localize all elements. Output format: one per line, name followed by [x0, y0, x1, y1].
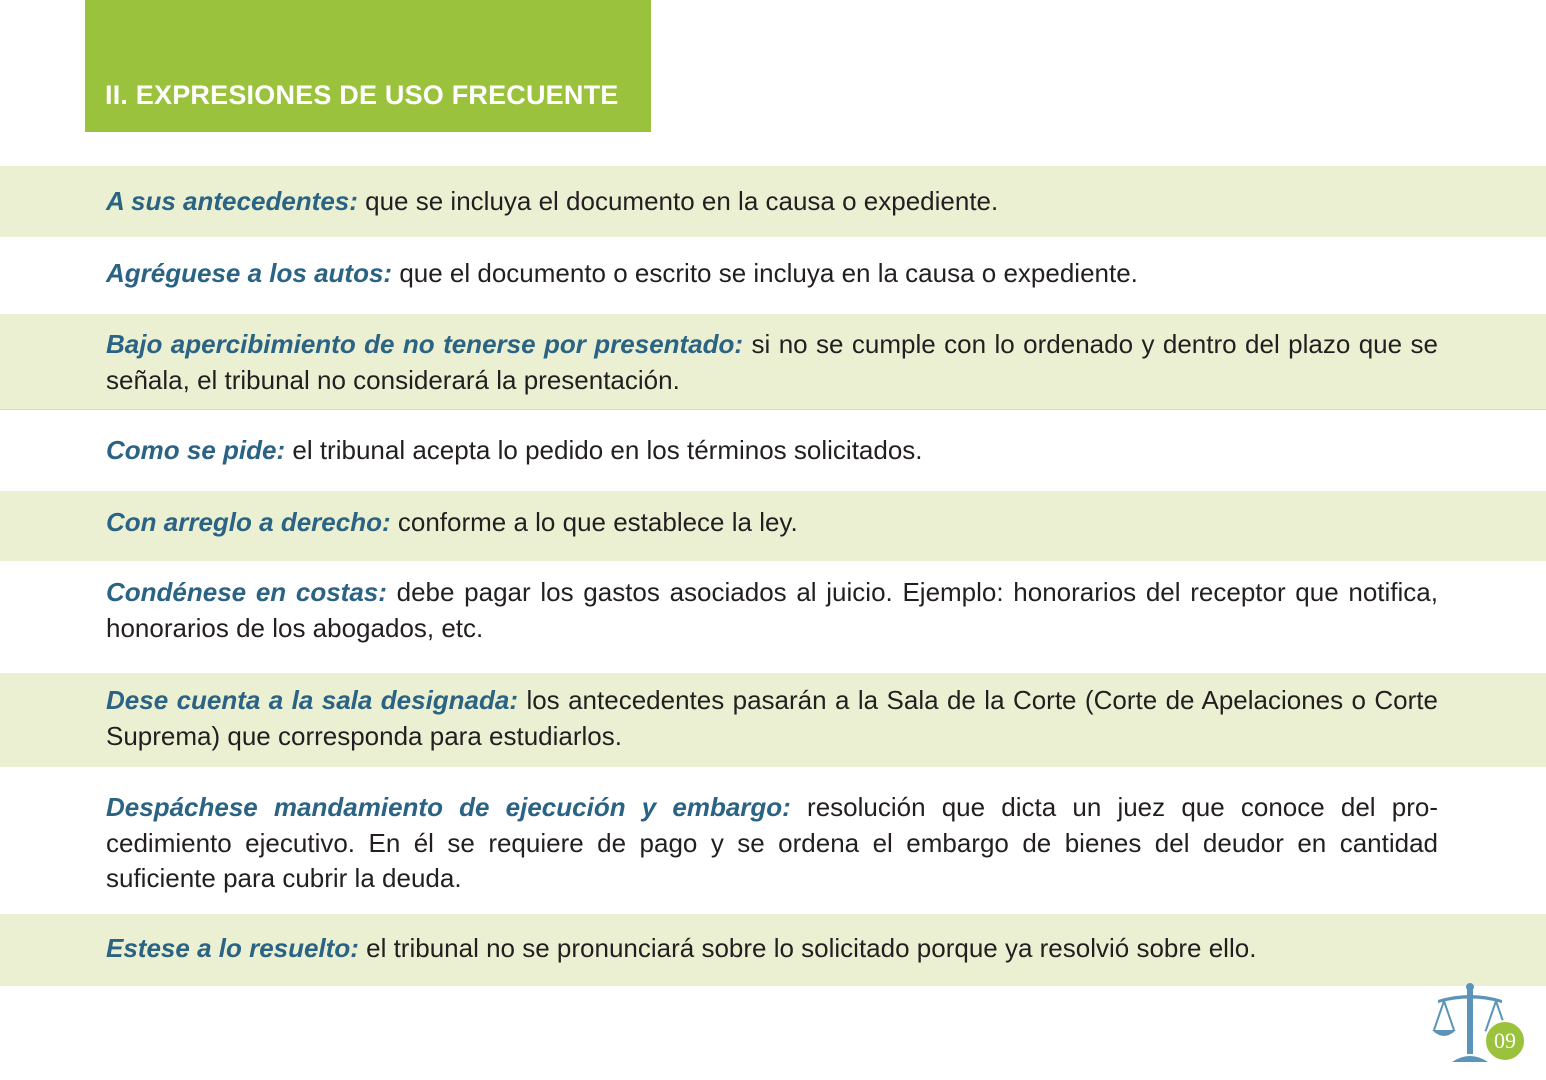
- glossary-entry: [0, 767, 1546, 914]
- glossary-entry: [0, 237, 1546, 314]
- entry-definition: conforme a lo que establece la ley.: [397, 507, 798, 537]
- entry-term: Despáchese mandamiento de ejecución y embargo:: [106, 792, 791, 822]
- page-number-badge: 09: [1484, 1020, 1526, 1062]
- entry-term: A sus antecedentes:: [106, 186, 358, 216]
- glossary-entry: [0, 314, 1546, 409]
- entry-term: Bajo apercibimiento de no tenerse por presentado:: [106, 329, 744, 359]
- entry-text: [106, 683, 1438, 754]
- entry-definition: los antecedentes pasarán a la Sala de la Corte (Corte de Apelaciones o Corte Suprema) que corresponda para estudiarlos.: [106, 685, 1438, 751]
- entry-definition: el tribunal no se pronunciará sobre lo solicitado porque ya resolvió sobre ello.: [366, 933, 1257, 963]
- entry-term: Con arreglo a derecho:: [106, 507, 391, 537]
- entry-term: Agréguese a los autos:: [106, 258, 393, 288]
- glossary-entry: [0, 491, 1546, 561]
- glossary-entry: [0, 166, 1546, 237]
- entry-term: Dese cuenta a la sala designada:: [106, 685, 519, 715]
- entry-term: Estese a lo resuelto:: [106, 933, 359, 963]
- glossary-entry: [0, 914, 1546, 986]
- entry-text: [106, 327, 1438, 398]
- entry-definition: que el documento o escrito se incluya en la causa o expediente.: [399, 258, 1138, 288]
- entry-text: [106, 931, 1438, 967]
- entry-term: Como se pide:: [106, 435, 286, 465]
- entry-definition: si no se cumple con lo ordenado y dentro del plazo que se señala, el tribunal no considerará la presentación.: [106, 329, 1438, 395]
- entry-text: [106, 184, 1438, 220]
- entry-text: [106, 790, 1438, 897]
- section-header: [85, 0, 651, 132]
- entry-text: [106, 505, 1438, 541]
- entry-text: [106, 575, 1438, 646]
- entry-term: Condénese en costas:: [106, 577, 387, 607]
- entry-text: [106, 256, 1438, 292]
- entry-definition: que se incluya el documento en la causa o expediente.: [365, 186, 999, 216]
- entry-text: [106, 433, 1438, 469]
- glossary-entry: [0, 410, 1546, 491]
- glossary-entry: [0, 561, 1546, 673]
- entry-definition: el tribunal acepta lo pedido en los términos solicitados.: [292, 435, 923, 465]
- section-title: II. EXPRESIONES DE USO FRECUENTE: [105, 80, 619, 110]
- entry-definition: resolución que dicta un juez que conoce del pro-cedimiento ejecutivo. En él se requiere de pago y se ordena el embargo de bienes del deudor en cantidad suficiente para cubrir la deuda.: [106, 792, 1438, 893]
- glossary-entry: [0, 673, 1546, 767]
- entry-definition: debe pagar los gastos asociados al juicio. Ejemplo: honorarios del receptor que notifica, honorarios de los abogados, etc.: [106, 577, 1438, 643]
